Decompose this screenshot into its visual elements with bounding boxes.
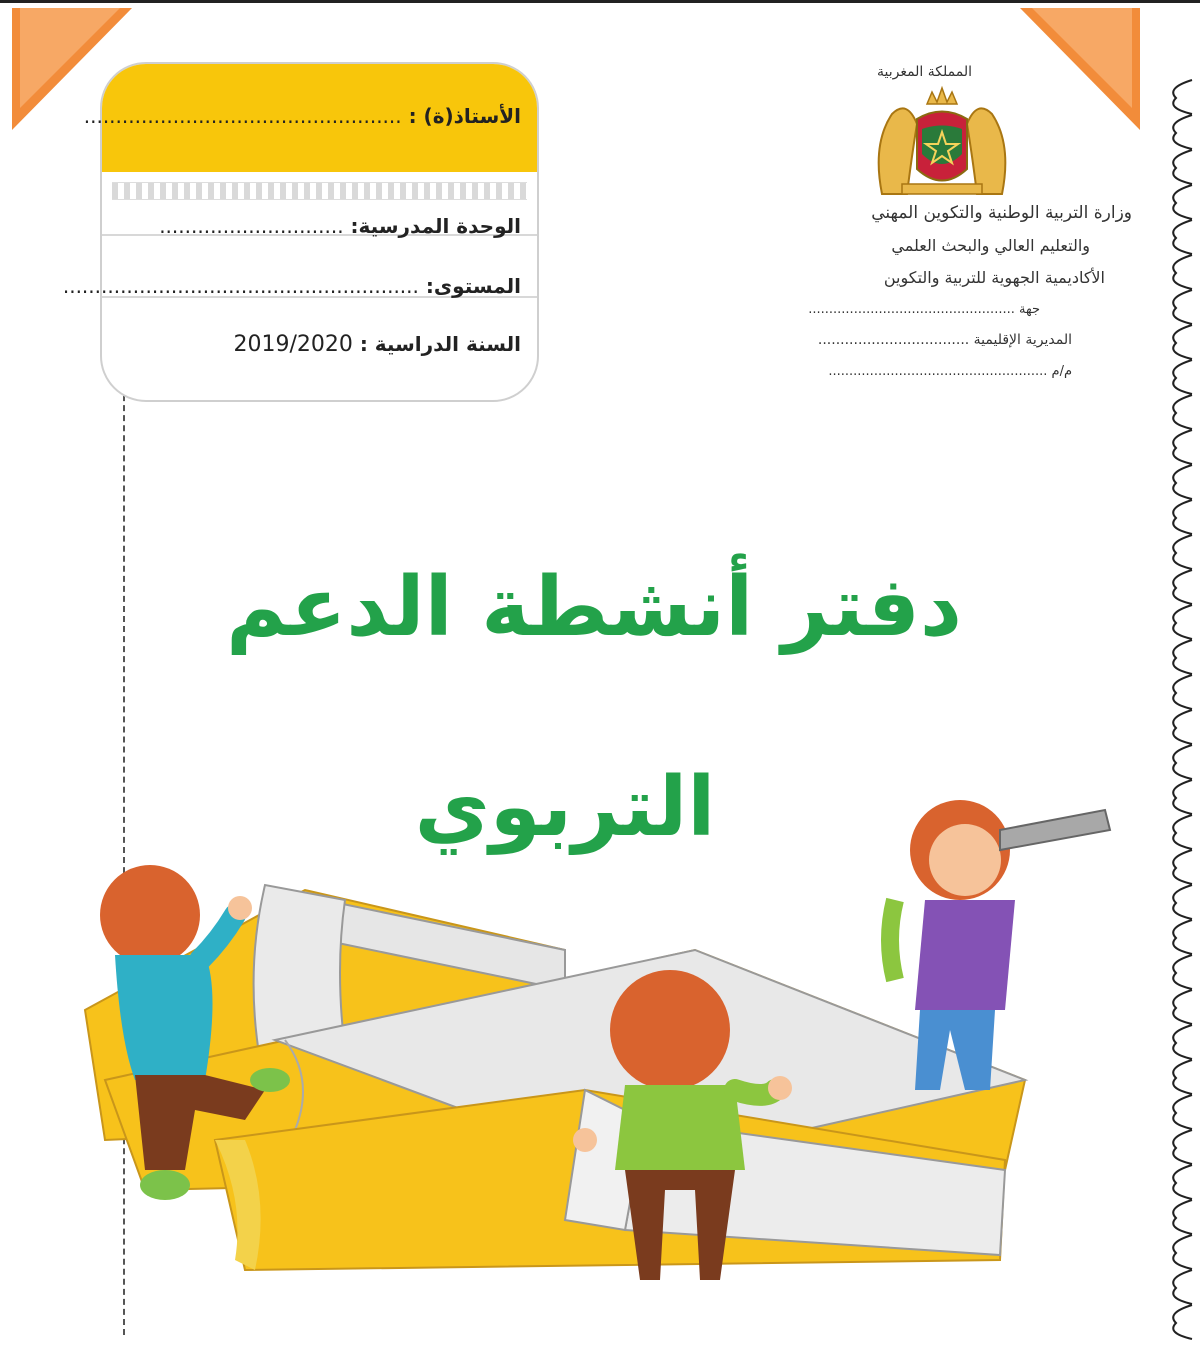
- spiral-ring: [1173, 430, 1192, 464]
- ministry-line-1: وزارة التربية الوطنية والتكوين المهني: [871, 203, 1132, 223]
- school-unit-dots: .............................: [159, 214, 344, 238]
- school-unit-label: الوحدة المدرسية:: [350, 214, 521, 238]
- spiral-ring: [1173, 885, 1192, 919]
- spiral-ring: [1173, 990, 1192, 1024]
- spiral-ring: [1173, 570, 1192, 604]
- spiral-ring: [1173, 920, 1192, 954]
- spiral-ring: [1173, 325, 1192, 359]
- school-unit-field: [159, 214, 521, 238]
- level-label: المستوى:: [425, 274, 521, 298]
- spiral-ring: [1173, 150, 1192, 184]
- spiral-ring: [1173, 745, 1192, 779]
- spiral-ring: [1173, 1095, 1192, 1129]
- directorate-dots: ..................................: [817, 332, 970, 348]
- school-year-field: [233, 332, 521, 357]
- spiral-ring: [1173, 955, 1192, 989]
- academy-name: الأكاديمية الجهوية للتربية والتكوين: [883, 268, 1105, 287]
- directorate-field: [818, 332, 1072, 348]
- spiral-ring: [1173, 710, 1192, 744]
- region-field: [808, 302, 1040, 317]
- moroccan-coat-of-arms-emblem: [862, 84, 1022, 199]
- spiral-ring: [1173, 80, 1192, 114]
- spiral-ring: [1173, 465, 1192, 499]
- teacher-dots: ..................................................: [83, 104, 402, 128]
- spiral-ring: [1173, 675, 1192, 709]
- spiral-ring: [1173, 780, 1192, 814]
- region-label: جهة: [1019, 302, 1040, 317]
- spiral-ring: [1173, 1200, 1192, 1234]
- kingdom-name: المملكة المغربية: [876, 64, 972, 80]
- spiral-ring: [1173, 640, 1192, 674]
- spiral-ring: [1173, 185, 1192, 219]
- directorate-label: المديرية الإقليمية: [973, 332, 1072, 348]
- right-corner-ribbon-inner: [1032, 8, 1132, 108]
- spiral-ring: [1173, 1025, 1192, 1059]
- spiral-ring: [1173, 220, 1192, 254]
- spiral-binding: [1162, 70, 1200, 1347]
- spiral-ring: [1173, 1235, 1192, 1269]
- spiral-ring: [1173, 1060, 1192, 1094]
- spiral-ring: [1173, 115, 1192, 149]
- school-year-label: السنة الدراسية :: [359, 332, 521, 356]
- main-title: دفتر أنشطة الدعم: [226, 560, 962, 655]
- school-field: [828, 364, 1072, 379]
- spiral-ring: [1173, 1165, 1192, 1199]
- spiral-ring: [1173, 255, 1192, 289]
- teacher-field: [84, 104, 521, 128]
- school-dots: .....................................................: [828, 364, 1048, 379]
- sub-title: التربوي: [414, 760, 716, 855]
- ministry-line-2: والتعليم العالي والبحث العلمي: [891, 236, 1090, 255]
- spiral-ring: [1173, 535, 1192, 569]
- spiral-ring: [1173, 1130, 1192, 1164]
- perforation-row: [112, 182, 527, 200]
- spiral-ring: [1173, 815, 1192, 849]
- spiral-ring: [1173, 395, 1192, 429]
- teacher-label: الأستاذ(ة) :: [408, 104, 521, 128]
- top-border: [0, 0, 1200, 3]
- children-on-books-illustration: [45, 790, 1125, 1290]
- child-with-telescope: [890, 800, 1110, 1090]
- spiral-ring: [1173, 850, 1192, 884]
- spiral-ring: [1173, 360, 1192, 394]
- spiral-ring: [1173, 605, 1192, 639]
- level-dots: ........................................................: [62, 274, 419, 298]
- info-card: [62, 62, 539, 402]
- spiral-ring: [1173, 290, 1192, 324]
- spiral-ring: [1173, 500, 1192, 534]
- level-field: [63, 274, 521, 298]
- spiral-ring: [1173, 1270, 1192, 1304]
- school-year-value: 2019/2020: [233, 332, 353, 357]
- spiral-ring: [1173, 1305, 1192, 1339]
- region-dots: ..................................................: [808, 302, 1015, 317]
- school-label: م/م: [1051, 364, 1072, 379]
